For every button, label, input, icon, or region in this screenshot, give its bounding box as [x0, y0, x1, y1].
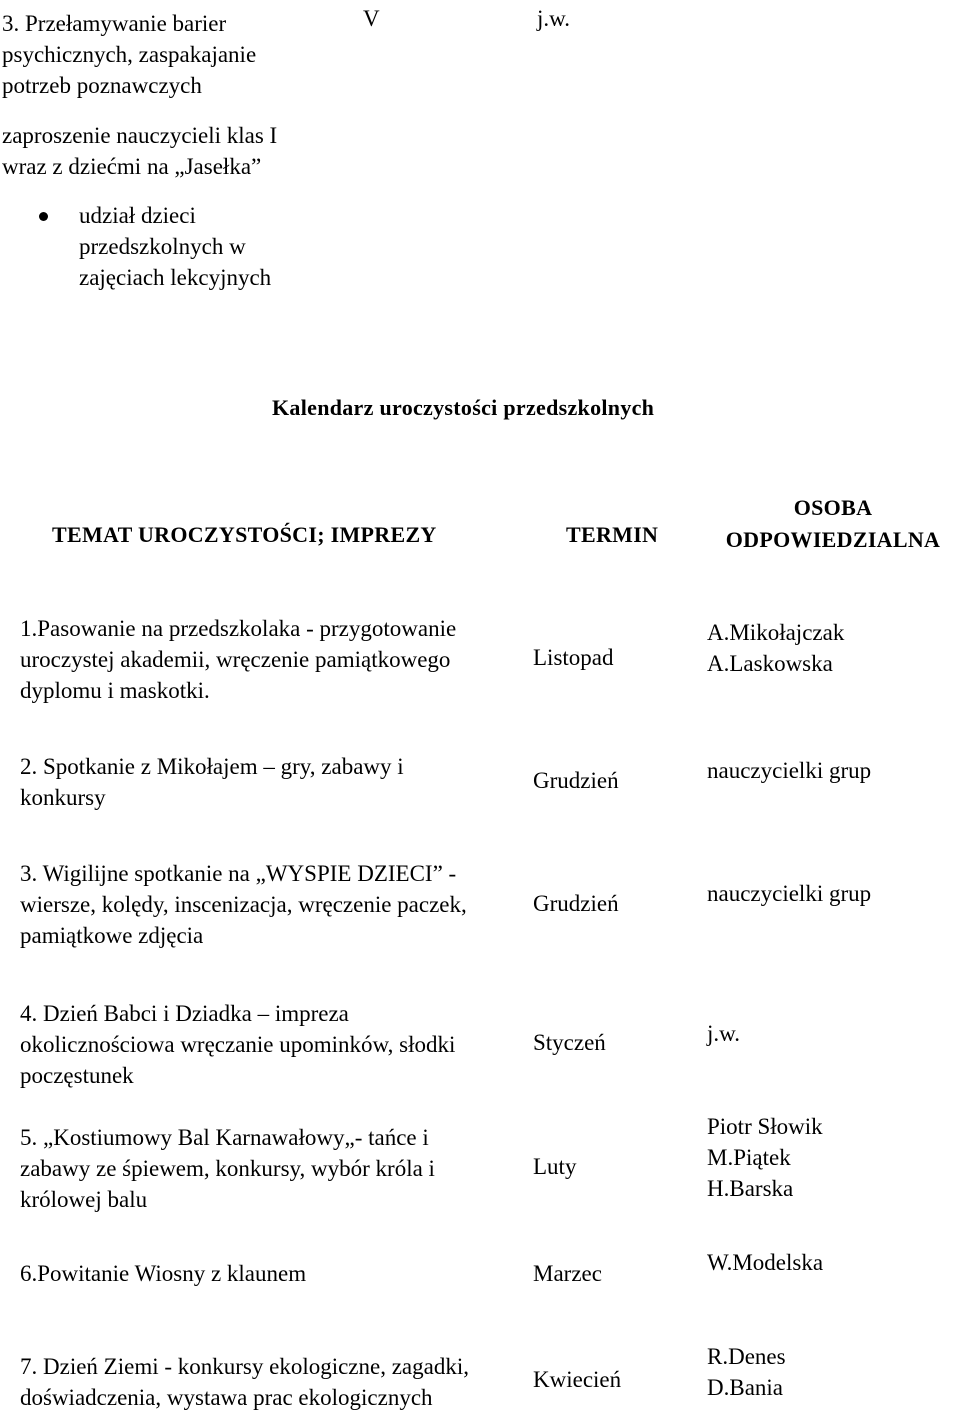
term-4: Styczeń [533, 1030, 606, 1055]
term-6: Marzec [533, 1261, 602, 1286]
invitation-line: zaproszenie nauczycieli klas I [2, 123, 278, 148]
event-line: 5. „Kostiumowy Bal Karnawałowy„- tańce i [20, 1125, 429, 1150]
event-5 [20, 1122, 435, 1215]
event-line: 2. Spotkanie z Mikołajem – gry, zabawy i [20, 754, 404, 779]
item3-month: V [363, 6, 380, 31]
term-2: Grudzień [533, 768, 619, 793]
bullet-line: udział dzieci [79, 203, 196, 228]
event-4 [20, 998, 455, 1091]
event-line: uroczystej akademii, wręczenie pamiątkowego [20, 647, 451, 672]
person-line: Piotr Słowik [707, 1114, 823, 1139]
bullet-line: przedszkolnych w [79, 234, 246, 259]
person-line: M.Piątek [707, 1145, 791, 1170]
header-event: TEMAT UROCZYSTOŚCI; IMPREZY [52, 522, 437, 547]
person-5 [707, 1111, 823, 1204]
term-3: Grudzień [533, 891, 619, 916]
event-line: 3. Wigilijne spotkanie na „WYSPIE DZIECI” - [20, 861, 457, 886]
event-line: 7. Dzień Ziemi - konkursy ekologiczne, zagadki, [20, 1354, 469, 1379]
person-line: R.Denes [707, 1344, 786, 1369]
header-term: TERMIN [566, 522, 659, 547]
item3-line: 3. Przełamywanie barier [2, 11, 227, 36]
event-2 [20, 751, 404, 813]
event-line: dyplomu i maskotki. [20, 678, 210, 703]
bullet-icon [39, 212, 48, 221]
event-line: pamiątkowe zdjęcia [20, 923, 204, 948]
event-line: poczęstunek [20, 1063, 134, 1088]
term-1: Listopad [533, 645, 614, 670]
term-5: Luty [533, 1154, 577, 1179]
person-line: A.Laskowska [707, 651, 833, 676]
invitation-line: wraz z dziećmi na „Jasełka” [2, 154, 262, 179]
person-1 [707, 617, 844, 679]
item3-line: potrzeb poznawczych [2, 73, 202, 98]
person-4: j.w. [707, 1021, 741, 1046]
person-6: W.Modelska [707, 1250, 824, 1275]
person-line: H.Barska [707, 1176, 794, 1201]
item3-responsible: j.w. [537, 6, 571, 31]
person-2: nauczycielki grup [707, 758, 872, 783]
event-1 [20, 613, 456, 706]
header-person [708, 492, 958, 556]
event-line: konkursy [20, 785, 106, 810]
header-person-line: ODPOWIEDZIALNA [725, 527, 941, 552]
term-7: Kwiecień [533, 1367, 622, 1392]
bullet-text [79, 200, 271, 293]
person-line: D.Bania [707, 1375, 784, 1400]
bullet-line: zajęciach lekcyjnych [79, 265, 272, 290]
calendar-title: Kalendarz uroczystości przedszkolnych [272, 395, 655, 420]
event-line: królowej balu [20, 1187, 148, 1212]
event-line: 4. Dzień Babci i Dziadka – impreza [20, 1001, 349, 1026]
invitation-text [2, 120, 277, 182]
event-line: zabawy ze śpiewem, konkursy, wybór króla i [20, 1156, 435, 1181]
item3-goal [2, 8, 256, 101]
person-line: A.Mikołajczak [707, 620, 845, 645]
event-7 [20, 1351, 469, 1413]
event-line: okolicznościowa wręczanie upominków, słodki [20, 1032, 456, 1057]
header-person-line: OSOBA [793, 495, 873, 520]
person-7 [707, 1341, 786, 1403]
event-line: 1.Pasowanie na przedszkolaka - przygotowanie [20, 616, 457, 641]
person-3: nauczycielki grup [707, 881, 872, 906]
event-line: wiersze, kolędy, inscenizacja, wręczenie paczek, [20, 892, 467, 917]
event-line: doświadczenia, wystawa prac ekologicznych [20, 1385, 433, 1410]
item3-line: psychicznych, zaspakajanie [2, 42, 257, 67]
event-3 [20, 858, 467, 951]
event-6: 6.Powitanie Wiosny z klaunem [20, 1261, 307, 1286]
